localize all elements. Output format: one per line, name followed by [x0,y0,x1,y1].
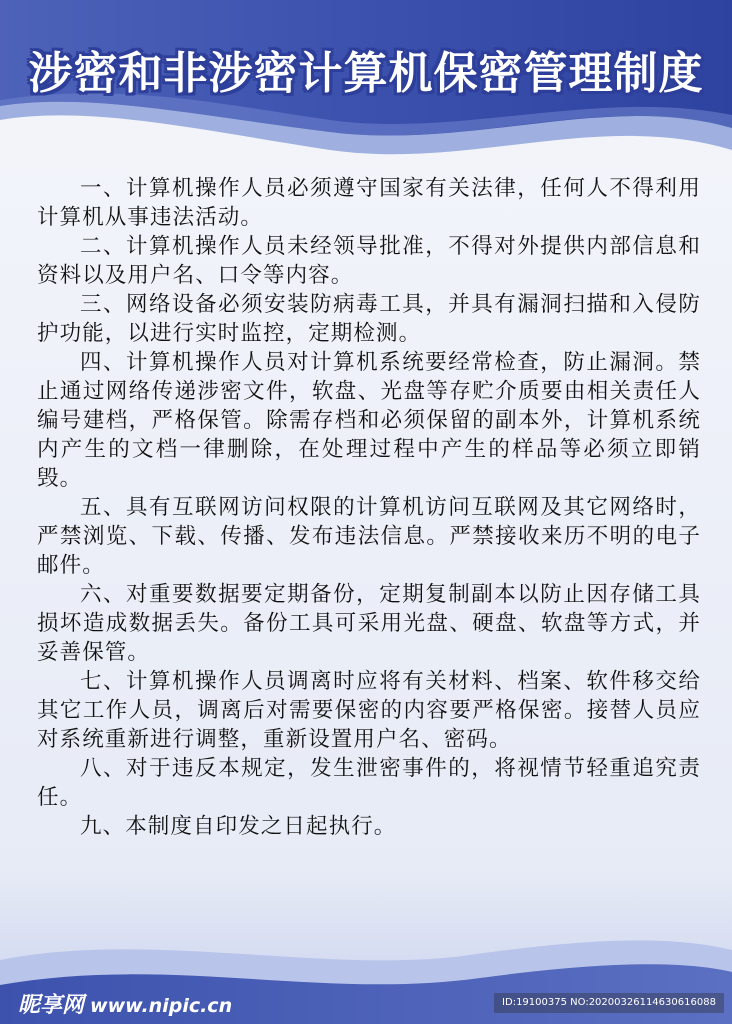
clause-1: 一、计算机操作人员必须遵守国家有关法律，任何人不得利用计算机从事违法活动。 [37,176,701,230]
page-title: 涉密和非涉密计算机保密管理制度 [28,48,704,99]
clause-8: 八、对于违反本规定，发生泄密事件的，将视情节轻重追究责任。 [37,756,701,810]
clause-6: 六、对重要数据要定期备份，定期复制副本以防止因存储工具损坏造成数据丢失。备份工具可采用光盘、硬盘、软盘等方式，并妥善保管。 [37,582,701,665]
watermark-site: www.nipic.cn [90,995,233,1017]
regulation-body [37,174,701,841]
clause-7: 七、计算机操作人员调离时应将有关材料、档案、软件移交给其它工作人员，调离后对需要保密的内容要严格保密。接替人员应对系统重新进行调整，重新设置用户名、密码。 [37,669,701,752]
clause-3: 三、网络设备必须安装防病毒工具，并具有漏洞扫描和入侵防护功能，以进行实时监控，定期检测。 [37,292,701,346]
watermark-logo-text: 昵享网 [18,993,85,1018]
watermark-logo [18,988,232,1019]
clause-4: 四、计算机操作人员对计算机系统要经常检查，防止漏洞。禁止通过网络传递涉密文件，软盘、光盘等存贮介质要由相关责任人编号建档，严格保管。除需存档和必须保留的副本外，计算机系统内产生的文档一律删除，在处理过程中产生的样品等必须立即销毁。 [37,350,701,491]
clause-9: 九、本制度自印发之日起执行。 [80,814,397,839]
clause-2: 二、计算机操作人员未经领导批准，不得对外提供内部信息和资料以及用户名、口令等内容。 [37,234,701,288]
clause-5: 五、具有互联网访问权限的计算机访问互联网及其它网络时，严禁浏览、下载、传播、发布违法信息。严禁接收来历不明的电子邮件。 [37,495,701,578]
watermark-id: ID:19100375 NO:20200326114630616088 [494,993,724,1013]
